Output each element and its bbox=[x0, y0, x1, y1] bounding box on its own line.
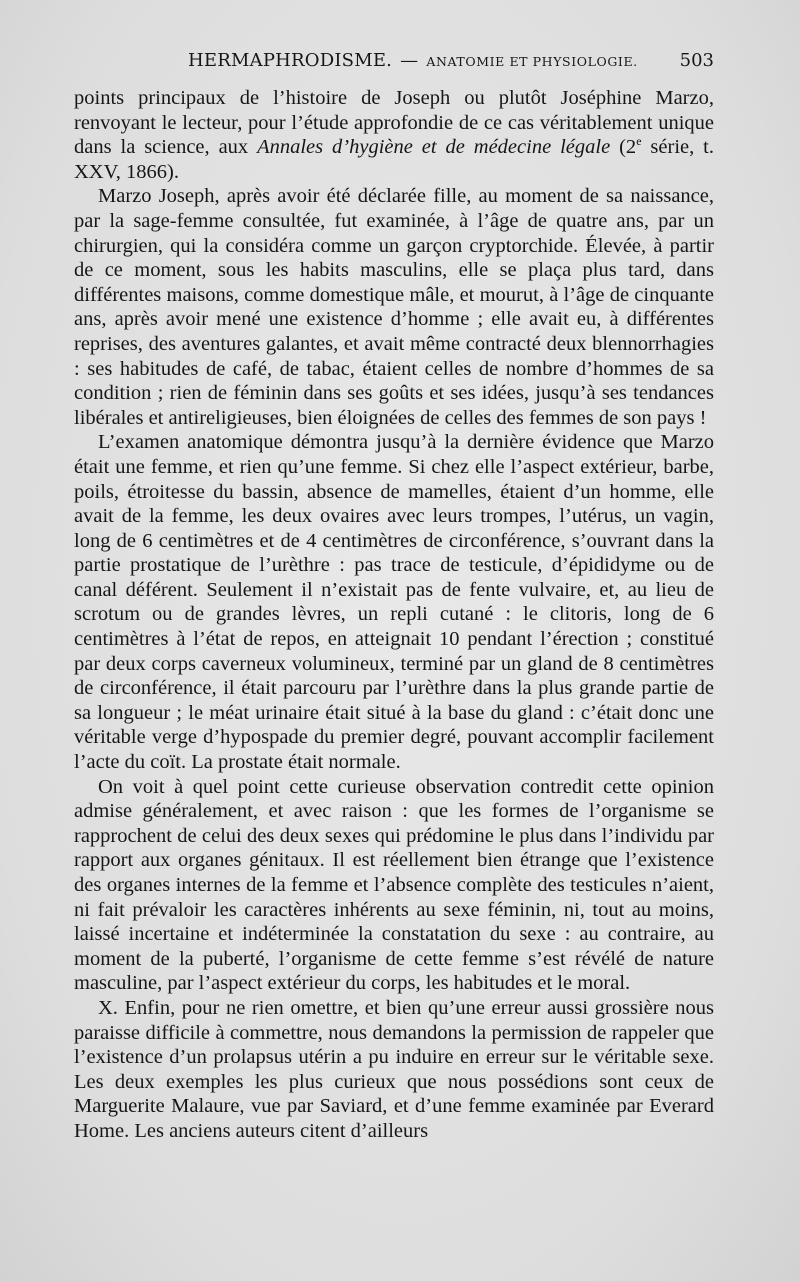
text-run: On voit à quel point cette curieuse observation contredit cette opinion admise généralement, et avec raison : que les formes de l’organisme se rapprochent de celui des deux sexes qui prédomine le plus dans l’individu par rapport aux organes génitaux. Il est réellement bien étrange que l’existence des organes internes de la femme et l’absence complète des testicules n’aient, ni fait prévaloir les caractères inhérents au sexe féminin, ni, tout au moins, laissé incertaine et indéterminée la constatation du sexe : au contraire, au moment de la puberté, l’organisme de cette femme s’est révélé de nature masculine, par l’aspect extérieur du corps, les habitudes et le moral. bbox=[74, 775, 714, 995]
superscript: e bbox=[636, 134, 642, 149]
running-title bbox=[188, 50, 638, 71]
paragraph-marzo-biography bbox=[74, 184, 714, 430]
text-run: série, t. XXV, 1866). bbox=[74, 136, 714, 183]
italic-citation: Annales d’hygiène et de médecine légale bbox=[257, 136, 611, 159]
text-run: L’examen anatomique démontra jusqu’à la dernière évidence que Marzo était une femme, et rien qu’une femme. Si chez elle l’aspect extérieur, barbe, poils, étroitesse du bassin, absence de mamelles, étaient d’un homme, elle avait de la femme, les deux ovaires avec leurs trompes, l’utérus, un vagin, long de 6 centimètres et de 4 centimètres de circonférence, s’ouvrant dans la partie prostatique de l’urèthre : pas trace de testicule, d’épididyme ou de canal déférent. Seulement il n’existait pas de fente vulvaire, et, au lieu de scrotum ou de grandes lèvres, un repli cutané : le clitoris, long de 6 centimètres à l’état de repos, en atteignait 10 pendant l’érection ; constitué par deux corps caverneux volumineux, terminé par un gland de 8 centimètres de circonférence, il était parcouru par l’urèthre dans la plus grande partie de sa longueur ; le méat urinaire était situé à la base du gland : c’était donc une véritable verge d’hypospade du premier degré, pouvant accomplir facilement l’acte du coït. La prostate était normale. bbox=[74, 431, 714, 774]
paragraph-observation-commentary bbox=[74, 775, 714, 996]
body-text bbox=[74, 86, 714, 1144]
running-title-dash: — bbox=[400, 50, 419, 71]
text-run: Marzo Joseph, après avoir été déclarée fille, au moment de sa naissance, par la sage-femme consultée, fut examinée, à l’âge de quatre ans, par un chirurgien, qui la considéra comme un garçon cryptorchide. Élevée, à partir de ce moment, sous les habits masculins, elle se plaça plus tard, dans différentes maisons, comme domestique mâle, et mourut, à l’âge de cinquante ans, après avoir mené une existence d’homme ; elle avait eu, à différentes reprises, des aventures galantes, et avait même contracté deux blennorrhagies : ses habitudes de café, de tabac, étaient celles de nombre d’hommes de sa condition ; rien de féminin dans ses goûts et ses idées, jusqu’à ses tendances libérales et antireligieuses, bien éloignées de celles des femmes de son pays ! bbox=[74, 185, 714, 429]
paragraph-anatomical-exam bbox=[74, 430, 714, 774]
paragraph-section-x-prolapsus bbox=[74, 996, 714, 1144]
text-run: points principaux de l’histoire de Joseph ou plutôt Joséphine Marzo, renvoyant le lecteur, pour l’étude approfondie de ce cas véritablement unique dans la science, aux bbox=[74, 87, 714, 159]
running-subtitle: ANATOMIE ET PHYSIOLOGIE. bbox=[426, 54, 638, 69]
text-run: X. Enfin, pour ne rien omettre, et bien qu’une erreur aussi grossière nous paraisse difficile à commettre, nous demandons la permission de rappeler que l’existence d’un prolapsus utérin a pu induire en erreur sur le véritable sexe. Les deux exemples les plus curieux que nous possédions sont ceux de Marguerite Malaure, vue par Saviard, et d’une femme examinée par Everard Home. Les anciens auteurs citent d’ailleurs bbox=[74, 996, 714, 1142]
running-header bbox=[74, 44, 714, 84]
text-run: (2 bbox=[610, 136, 637, 159]
page-number: 503 bbox=[679, 50, 714, 71]
running-title-main: HERMAPHRODISME. bbox=[188, 50, 393, 71]
paragraph-continuation bbox=[74, 86, 714, 184]
